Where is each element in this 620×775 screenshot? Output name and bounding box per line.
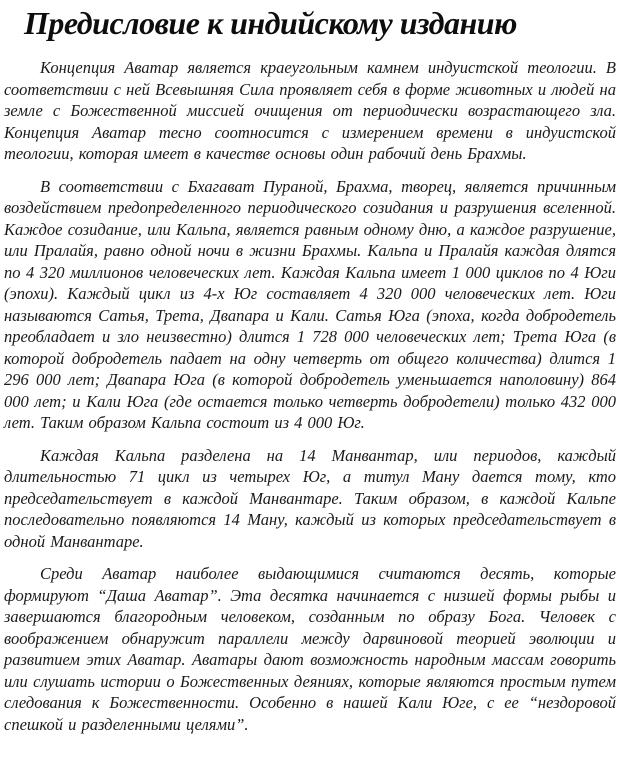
paragraph-kalpa-yugas: В соответствии с Бхагават Пураной, Брахма, творец, является причинным воздействием предопределенного периодического созидания и разрушения вселенной. Каждое созидание, или Кальпа, является равным одному дню, а каждое разрушение, или Пралайя, равно одной ночи в жизни Брахмы. Кальпа и Пралайя каждая длятся по 4 320 миллионов человеческих лет. Каждая Кальпа имеет 1 000 циклов по 4 Юги (эпохи). Каждый цикл из 4-х Юг составляет 4 320 000 человеческих лет. Юги называются Сатья, Трета, Двапара и Кали. Сатья Юга (эпоха, когда добродетель преобладает и зло неизвестно) длится 1 728 000 человеческих лет; Трета Юга (в которой добродетель падает на одну четверть от общего количества) длится 1 296 000 лет; Двапара Юга (в которой добродетель уменьшается наполовину) 864 000 лет; и Кали Юга (где остается только четверть добродетели) только 432 000 лет. Таким образом Кальпа состоит из 4 000 Юг. (4, 176, 616, 433)
paragraph-dasha-avatar: Среди Аватар наиболее выдающимися считаются десять, которые формируют “Даша Аватар”. Эта десятка начинается с низшей формы рыбы и завершаются благородным человеком, созданным по образу Бога. Человек с воображением обнаружит параллели между дарвиновой теорией эволюции и развитием этих Аватар. Аватары дают возможность народным массам говорить или слушать истории о Божественных деяниях, которые являются простым путем следования к Божественности. Особенно в нашей Кали Юге, с ее “нездоровой спешкой и разделенными целями”. (4, 564, 616, 734)
document-body (4, 57, 616, 735)
paragraph-manvantaras: Каждая Кальпа разделена на 14 Манвантар, или периодов, каждый длительностью 71 цикл из четырех Юг, а титул Ману дается тому, кто председательствует в каждой Манвантаре. Таким образом, в каждой Кальпе последовательно появляются 14 Ману, каждый из которых председательствует в одной Манвантаре. (4, 445, 616, 551)
page-title: Предисловие к индийскому изданию (24, 5, 517, 41)
paragraph-avatar-concept: Концепция Аватар является краеугольным камнем индуистской теологии. В соответствии с ней Всевышняя Сила проявляет себя в форме животных и людей на земле с Божественной миссией очищения от периодически возрастающего зла. Концепция Аватар тесно соотносится с измерением времени в индуистской теологии, которая имеет в качестве основы один рабочий день Брахмы. (4, 58, 616, 164)
